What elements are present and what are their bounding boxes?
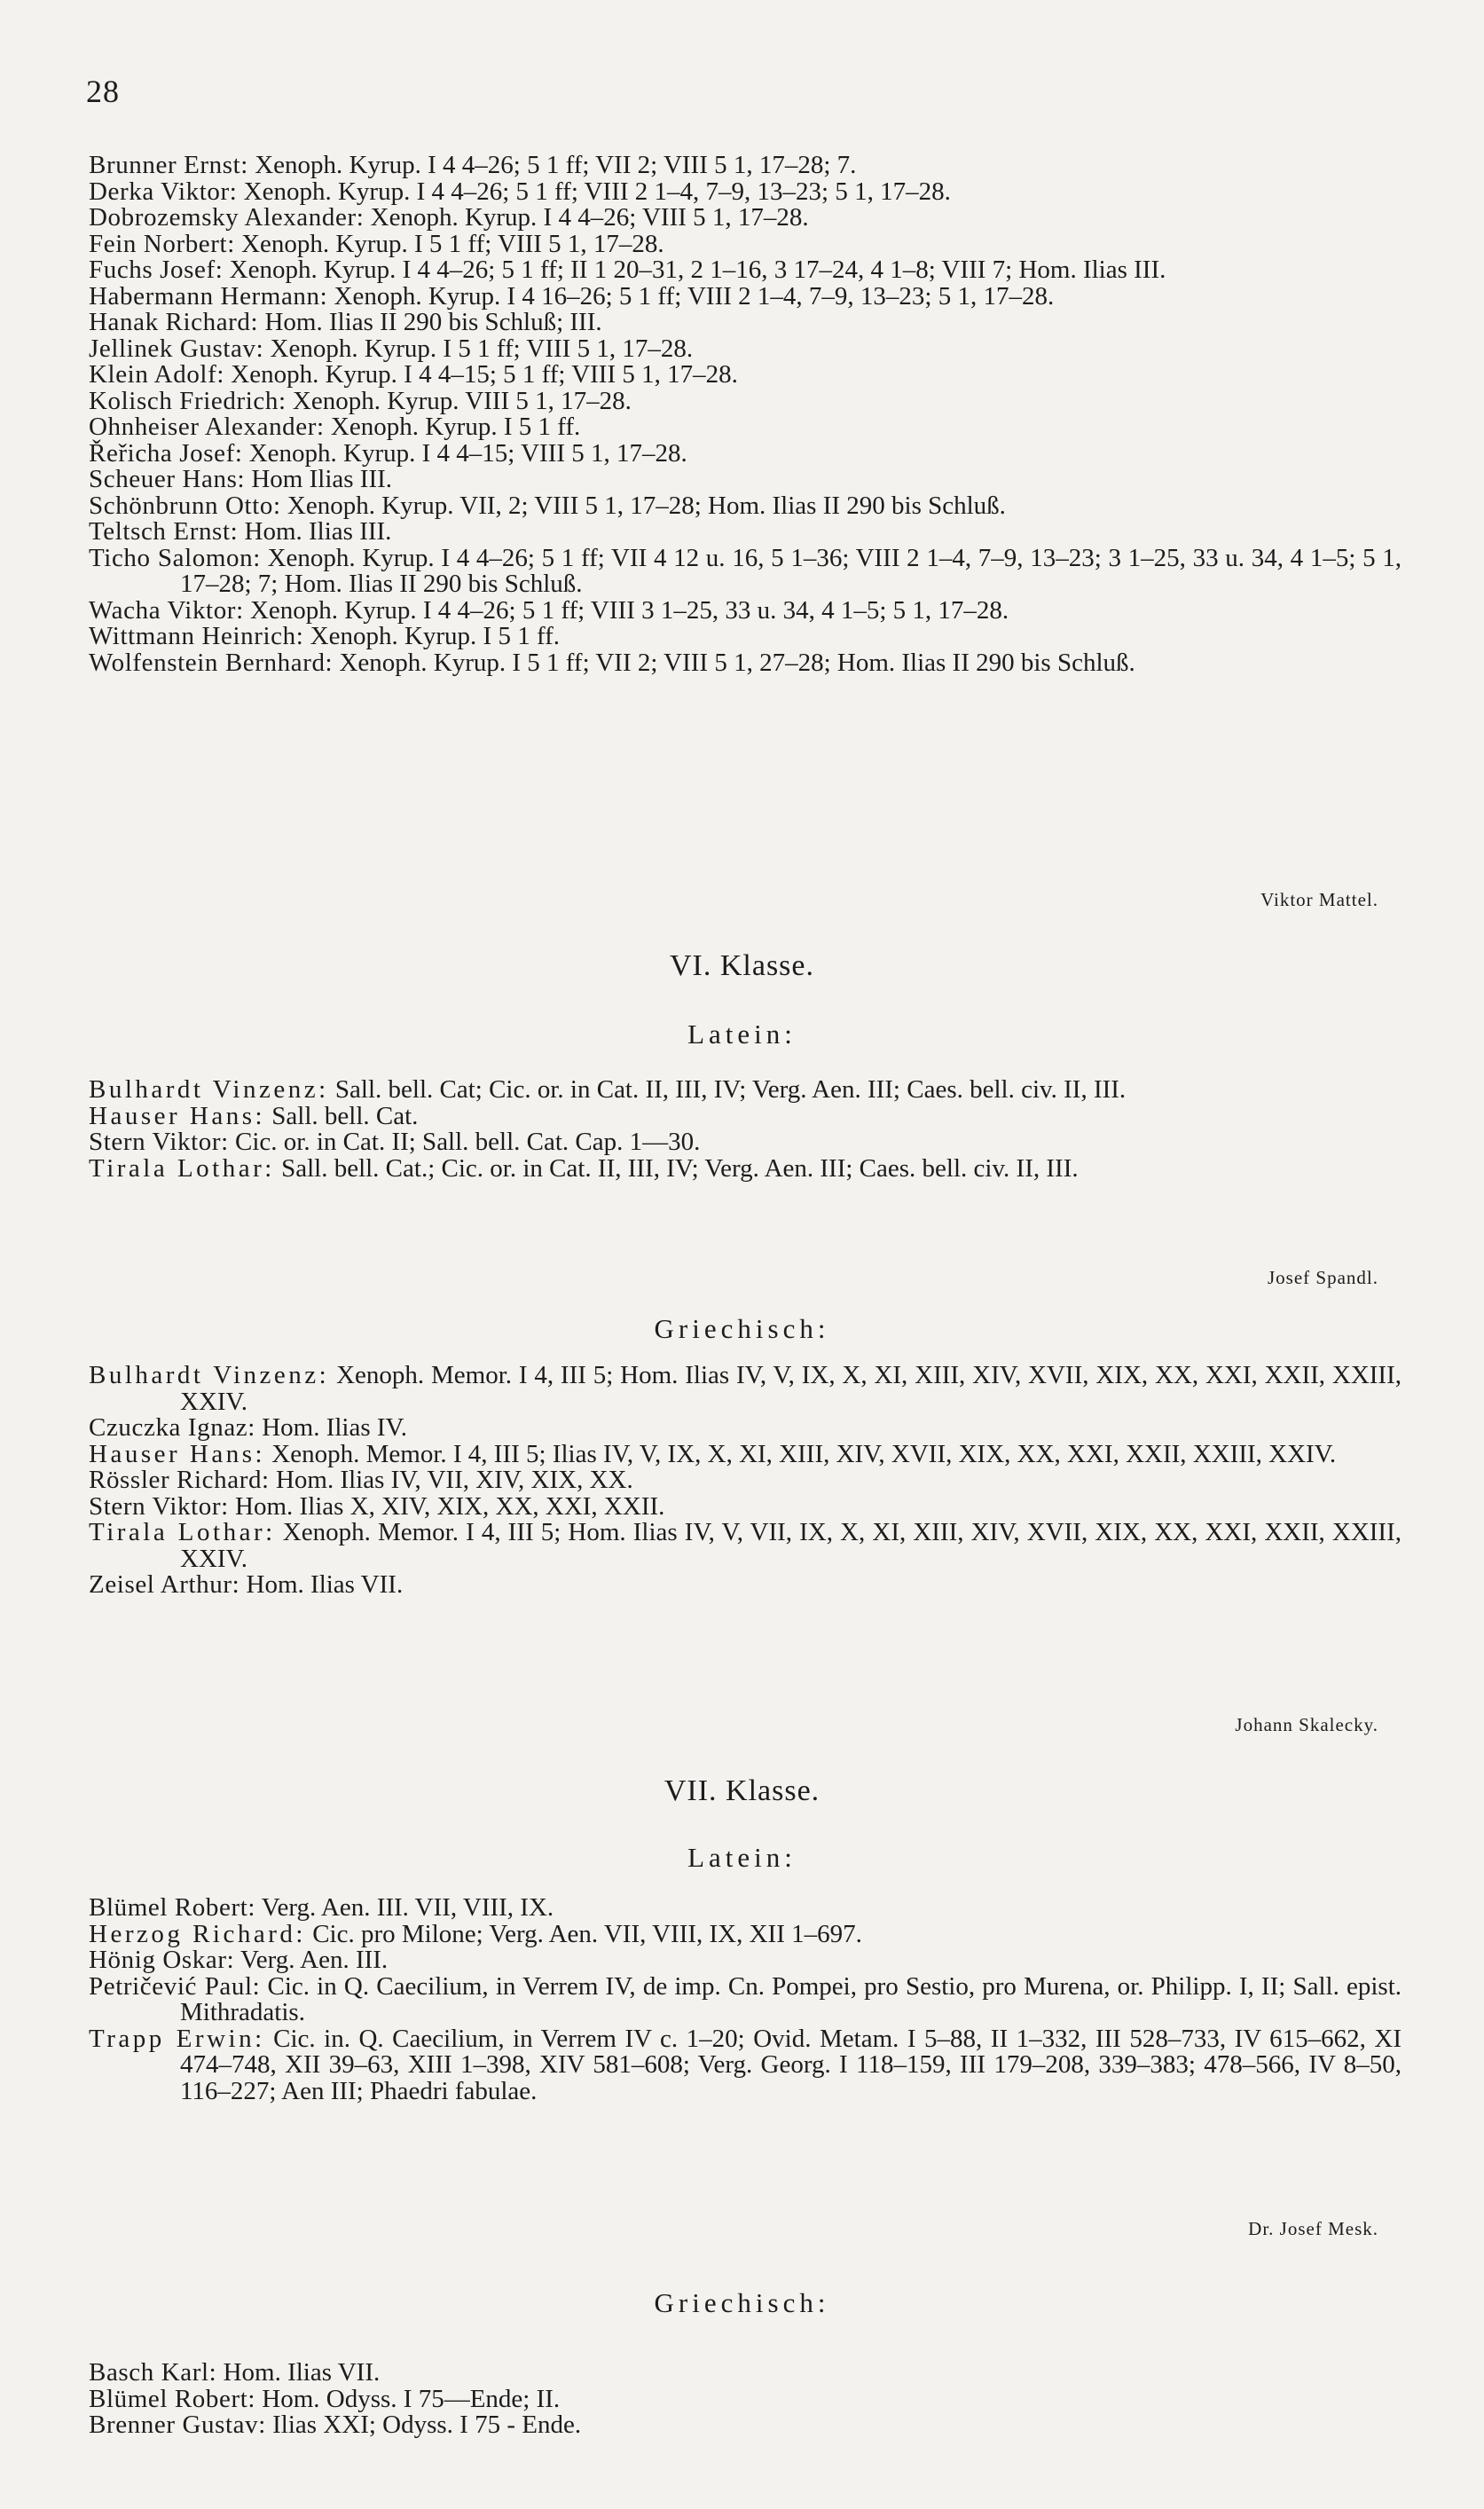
reading-list: Hom. Ilias IV. bbox=[262, 1413, 407, 1442]
student-name: Rössler Richard: bbox=[89, 1466, 270, 1494]
entry-row bbox=[89, 257, 1402, 284]
student-name: Zeisel Arthur: bbox=[89, 1570, 240, 1599]
entry-row bbox=[89, 2026, 1402, 2105]
reading-list: Xenoph. Kyrup. VII, 2; VIII 5 1, 17–28; Hom. Ilias II 290 bis Schluß. bbox=[287, 491, 1006, 520]
entry-row bbox=[89, 1971, 1402, 2026]
reading-list: Cic. in Q. Caecilium, in Verrem IV, de imp. Cn. Pompei, pro Sestio, pro Murena, or. Philipp. I, II; Sall. epist. Mithradatis. bbox=[180, 1971, 1402, 2026]
heading-griechisch-6: Griechisch: bbox=[654, 1313, 830, 1344]
student-name: Hönig Oskar: bbox=[89, 1946, 235, 1974]
signature-josef-mesk: Dr. Josef Mesk. bbox=[1248, 2218, 1378, 2239]
reading-list: Xenoph. Memor. I 4, III 5; Hom. Ilias IV, V, IX, X, XI, XIII, XIV, XVII, XIX, XX, XXI, XXII, XXIII, XXIV. bbox=[180, 1361, 1402, 1416]
entry-row bbox=[89, 1919, 1402, 1948]
student-name: Czuczka Ignaz: bbox=[89, 1413, 255, 1442]
student-name: Blümel Robert: bbox=[89, 1893, 256, 1922]
student-name: Kolisch Friedrich: bbox=[89, 386, 287, 415]
entry-row bbox=[89, 1153, 1402, 1183]
student-name: Brenner Gustav: bbox=[89, 2411, 266, 2439]
entry-row bbox=[89, 1947, 1402, 1974]
student-name: Hanak Richard: bbox=[89, 308, 259, 336]
student-name: Derka Viktor: bbox=[89, 177, 238, 206]
student-name: Dobrozemsky Alexander: bbox=[89, 203, 365, 232]
heading-latein-7: Latein: bbox=[687, 1842, 797, 1873]
reading-list: Hom. Ilias IV, VII, XIV, XIX, XX. bbox=[275, 1466, 633, 1494]
student-name: Petričević Paul: bbox=[89, 1971, 261, 2001]
student-name: Hauser Hans: bbox=[89, 1101, 266, 1130]
student-name: Blümel Robert: bbox=[89, 2384, 256, 2413]
entry-row bbox=[89, 595, 1402, 625]
reading-list: Xenoph. Kyrup. I 4 4–26; VIII 5 1, 17–28. bbox=[370, 203, 809, 232]
student-name: Basch Karl: bbox=[89, 2358, 217, 2387]
student-name: Jellinek Gustav: bbox=[89, 334, 264, 363]
reading-list: Xenoph. Kyrup. I 4 4–26; 5 1 ff; VII 2; VIII 5 1, 17–28; 7. bbox=[255, 151, 857, 179]
entry-row bbox=[89, 1363, 1402, 1415]
reading-list: Xenoph. Kyrup. I 4 4–26; 5 1 ff; VII 4 12 u. 16, 5 1–36; VIII 2 1–4, 7–9, 13–23; 3 1–25, 33 u. 34, 4 1–5; 5 1, 17–28; 7; Hom. Ilias II 290 bis Schluß. bbox=[180, 543, 1402, 598]
entry-row bbox=[89, 438, 1402, 468]
entry-row bbox=[89, 624, 1402, 650]
student-name: Řeřicha Josef: bbox=[89, 438, 243, 468]
entry-row bbox=[89, 1129, 1402, 1156]
entry-row bbox=[89, 362, 1402, 389]
reading-list: Hom. Ilias X, XIV, XIX, XX, XXI, XXII. bbox=[235, 1491, 665, 1521]
entry-row bbox=[89, 1467, 1402, 1494]
entry-row bbox=[89, 153, 1402, 179]
entry-row bbox=[89, 386, 1402, 415]
student-name: Wacha Viktor: bbox=[89, 595, 244, 625]
entry-row bbox=[89, 493, 1402, 520]
reading-list: Hom Ilias III. bbox=[251, 465, 393, 493]
entry-row bbox=[89, 229, 1402, 258]
student-name: Ticho Salomon: bbox=[89, 543, 261, 572]
entry-row bbox=[89, 2384, 1402, 2413]
entry-row bbox=[89, 650, 1402, 677]
student-name: Hauser Hans: bbox=[89, 1439, 266, 1468]
reading-list: Xenoph. Kyrup. I 5 1 ff; VII 2; VIII 5 1, 27–28; Hom. Ilias II 290 bis Schluß. bbox=[339, 648, 1135, 677]
student-name: Brunner Ernst: bbox=[89, 151, 248, 179]
reading-list: Hom. Ilias III. bbox=[244, 517, 392, 546]
entry-row bbox=[89, 2412, 1402, 2439]
entry-row bbox=[89, 414, 1402, 441]
entry-row bbox=[89, 1572, 1402, 1599]
student-name: Tirala Lothar: bbox=[89, 1153, 275, 1183]
entry-list-block1 bbox=[89, 153, 1402, 676]
reading-list: Xenoph. Kyrup. I 4 4–15; VIII 5 1, 17–28. bbox=[248, 438, 687, 468]
entry-row bbox=[89, 1520, 1402, 1572]
entry-row bbox=[89, 1895, 1402, 1922]
reading-list: Xenoph. Kyrup. I 5 1 ff. bbox=[330, 413, 581, 441]
reading-list: Hom. Ilias II 290 bis Schluß; III. bbox=[264, 308, 602, 336]
student-name: Scheuer Hans: bbox=[89, 465, 246, 493]
student-name: Tirala Lothar: bbox=[89, 1518, 276, 1546]
entry-row bbox=[89, 179, 1402, 206]
student-name: Bulhardt Vinzenz: bbox=[89, 1361, 330, 1389]
heading-griechisch-7: Griechisch: bbox=[654, 2287, 830, 2318]
signature-josef-spandl: Josef Spandl. bbox=[1268, 1267, 1378, 1288]
reading-list: Sall. bell. Cat; Cic. or. in Cat. II, III, IV; Verg. Aen. III; Caes. bell. civ. II, III. bbox=[334, 1075, 1127, 1104]
student-name: Wolfenstein Bernhard: bbox=[89, 648, 334, 677]
reading-list: Xenoph. Kyrup. I 5 1 ff; VIII 5 1, 17–28. bbox=[270, 334, 694, 363]
reading-list: Xenoph. Kyrup. I 5 1 ff; VIII 5 1, 17–28. bbox=[241, 229, 664, 258]
reading-list: Xenoph. Memor. I 4, III 5; Ilias IV, V, IX, X, XI, XIII, XIV, XVII, XIX, XX, XXI, XXII, XXIII, XXIV. bbox=[271, 1439, 1337, 1468]
entry-row bbox=[89, 205, 1402, 232]
entry-row bbox=[89, 1415, 1402, 1442]
reading-list: Xenoph. Kyrup. I 4 4–26; 5 1 ff; VIII 3 1–25, 33 u. 34, 4 1–5; 5 1, 17–28. bbox=[249, 595, 1009, 625]
student-name: Stern Viktor: bbox=[89, 1491, 229, 1521]
reading-list: Xenoph. Kyrup. I 5 1 ff. bbox=[310, 622, 561, 650]
student-name: Fein Norbert: bbox=[89, 229, 235, 258]
reading-list: Cic. or. in Cat. II; Sall. bell. Cat. Cap. 1—30. bbox=[235, 1128, 701, 1156]
heading-latein-6: Latein: bbox=[687, 1019, 797, 1050]
student-name: Bulhardt Vinzenz: bbox=[89, 1075, 329, 1104]
student-name: Fuchs Josef: bbox=[89, 256, 224, 284]
reading-list: Xenoph. Kyrup. I 4 4–26; 5 1 ff; VIII 2 1–4, 7–9, 13–23; 5 1, 17–28. bbox=[243, 177, 951, 206]
entry-row bbox=[89, 336, 1402, 363]
student-name: Ohnheiser Alexander: bbox=[89, 413, 325, 441]
reading-list: Xenoph. Kyrup. VIII 5 1, 17–28. bbox=[292, 386, 632, 415]
entry-list-latein-7 bbox=[89, 1895, 1402, 2104]
entry-row bbox=[89, 2360, 1402, 2387]
entry-row bbox=[89, 310, 1402, 336]
student-name: Klein Adolf: bbox=[89, 360, 224, 389]
entry-row bbox=[89, 1491, 1402, 1521]
reading-list: Hom. Odyss. I 75—Ende; II. bbox=[262, 2384, 561, 2413]
entry-row bbox=[89, 281, 1402, 311]
entry-row bbox=[89, 1077, 1402, 1104]
reading-list: Xenoph. Kyrup. I 4 4–15; 5 1 ff; VIII 5 1, 17–28. bbox=[231, 360, 738, 389]
entry-row bbox=[89, 467, 1402, 493]
reading-list: Verg. Aen. III. bbox=[240, 1946, 389, 1974]
heading-klasse-6: VI. Klasse. bbox=[669, 949, 815, 982]
entry-row bbox=[89, 1101, 1402, 1130]
student-name: Herzog Richard: bbox=[89, 1919, 306, 1948]
reading-list: Cic. pro Milone; Verg. Aen. VII, VIII, IX, XII 1–697. bbox=[312, 1919, 862, 1948]
heading-klasse-7: VII. Klasse. bbox=[663, 1774, 821, 1807]
reading-list: Verg. Aen. III. VII, VIII, IX. bbox=[261, 1893, 554, 1922]
signature-viktor-mattel: Viktor Mattel. bbox=[1260, 889, 1378, 910]
student-name: Wittmann Heinrich: bbox=[89, 622, 304, 650]
entry-row bbox=[89, 1439, 1402, 1468]
student-name: Stern Viktor: bbox=[89, 1128, 229, 1156]
student-name: Habermann Hermann: bbox=[89, 281, 328, 311]
entry-list-latein-6 bbox=[89, 1077, 1402, 1182]
student-name: Trapp Erwin: bbox=[89, 2024, 265, 2053]
reading-list: Xenoph. Memor. I 4, III 5; Hom. Ilias IV, V, VII, IX, X, XI, XIII, XIV, XVII, XIX, XX, XXI, XXII, XXIII, XXIV. bbox=[180, 1518, 1402, 1573]
reading-list: Sall. bell. Cat. bbox=[271, 1101, 419, 1130]
reading-list: Xenoph. Kyrup. I 4 4–26; 5 1 ff; II 1 20–31, 2 1–16, 3 17–24, 4 1–8; VIII 7; Hom. Ilias III. bbox=[229, 256, 1166, 284]
reading-list: Sall. bell. Cat.; Cic. or. in Cat. II, III, IV; Verg. Aen. III; Caes. bell. civ. II, III. bbox=[281, 1153, 1079, 1183]
reading-list: Cic. in. Q. Caecilium, in Verrem IV c. 1–20; Ovid. Metam. I 5–88, II 1–332, III 528–733, IV 615–662, XI 474–748, XII 39–63, XIII 1–398, XIV 581–608; Verg. Georg. I 118–159, III 179–208, 339–383; 478–566, IV 8–50, 116–227; Aen III; Phaedri fabulae. bbox=[180, 2024, 1402, 2105]
page-number: 28 bbox=[86, 74, 120, 109]
reading-list: Hom. Ilias VII. bbox=[223, 2358, 381, 2387]
entry-row bbox=[89, 519, 1402, 546]
entry-row bbox=[89, 543, 1402, 598]
entry-list-griechisch-6 bbox=[89, 1363, 1402, 1599]
signature-johann-skalecky: Johann Skalecky. bbox=[1235, 1714, 1378, 1735]
reading-list: Xenoph. Kyrup. I 4 16–26; 5 1 ff; VIII 2 1–4, 7–9, 13–23; 5 1, 17–28. bbox=[334, 281, 1055, 311]
student-name: Teltsch Ernst: bbox=[89, 517, 239, 546]
student-name: Schönbrunn Otto: bbox=[89, 491, 281, 520]
entry-list-griechisch-7 bbox=[89, 2360, 1402, 2439]
reading-list: Ilias XXI; Odyss. I 75 - Ende. bbox=[272, 2411, 582, 2439]
reading-list: Hom. Ilias VII. bbox=[246, 1570, 404, 1599]
